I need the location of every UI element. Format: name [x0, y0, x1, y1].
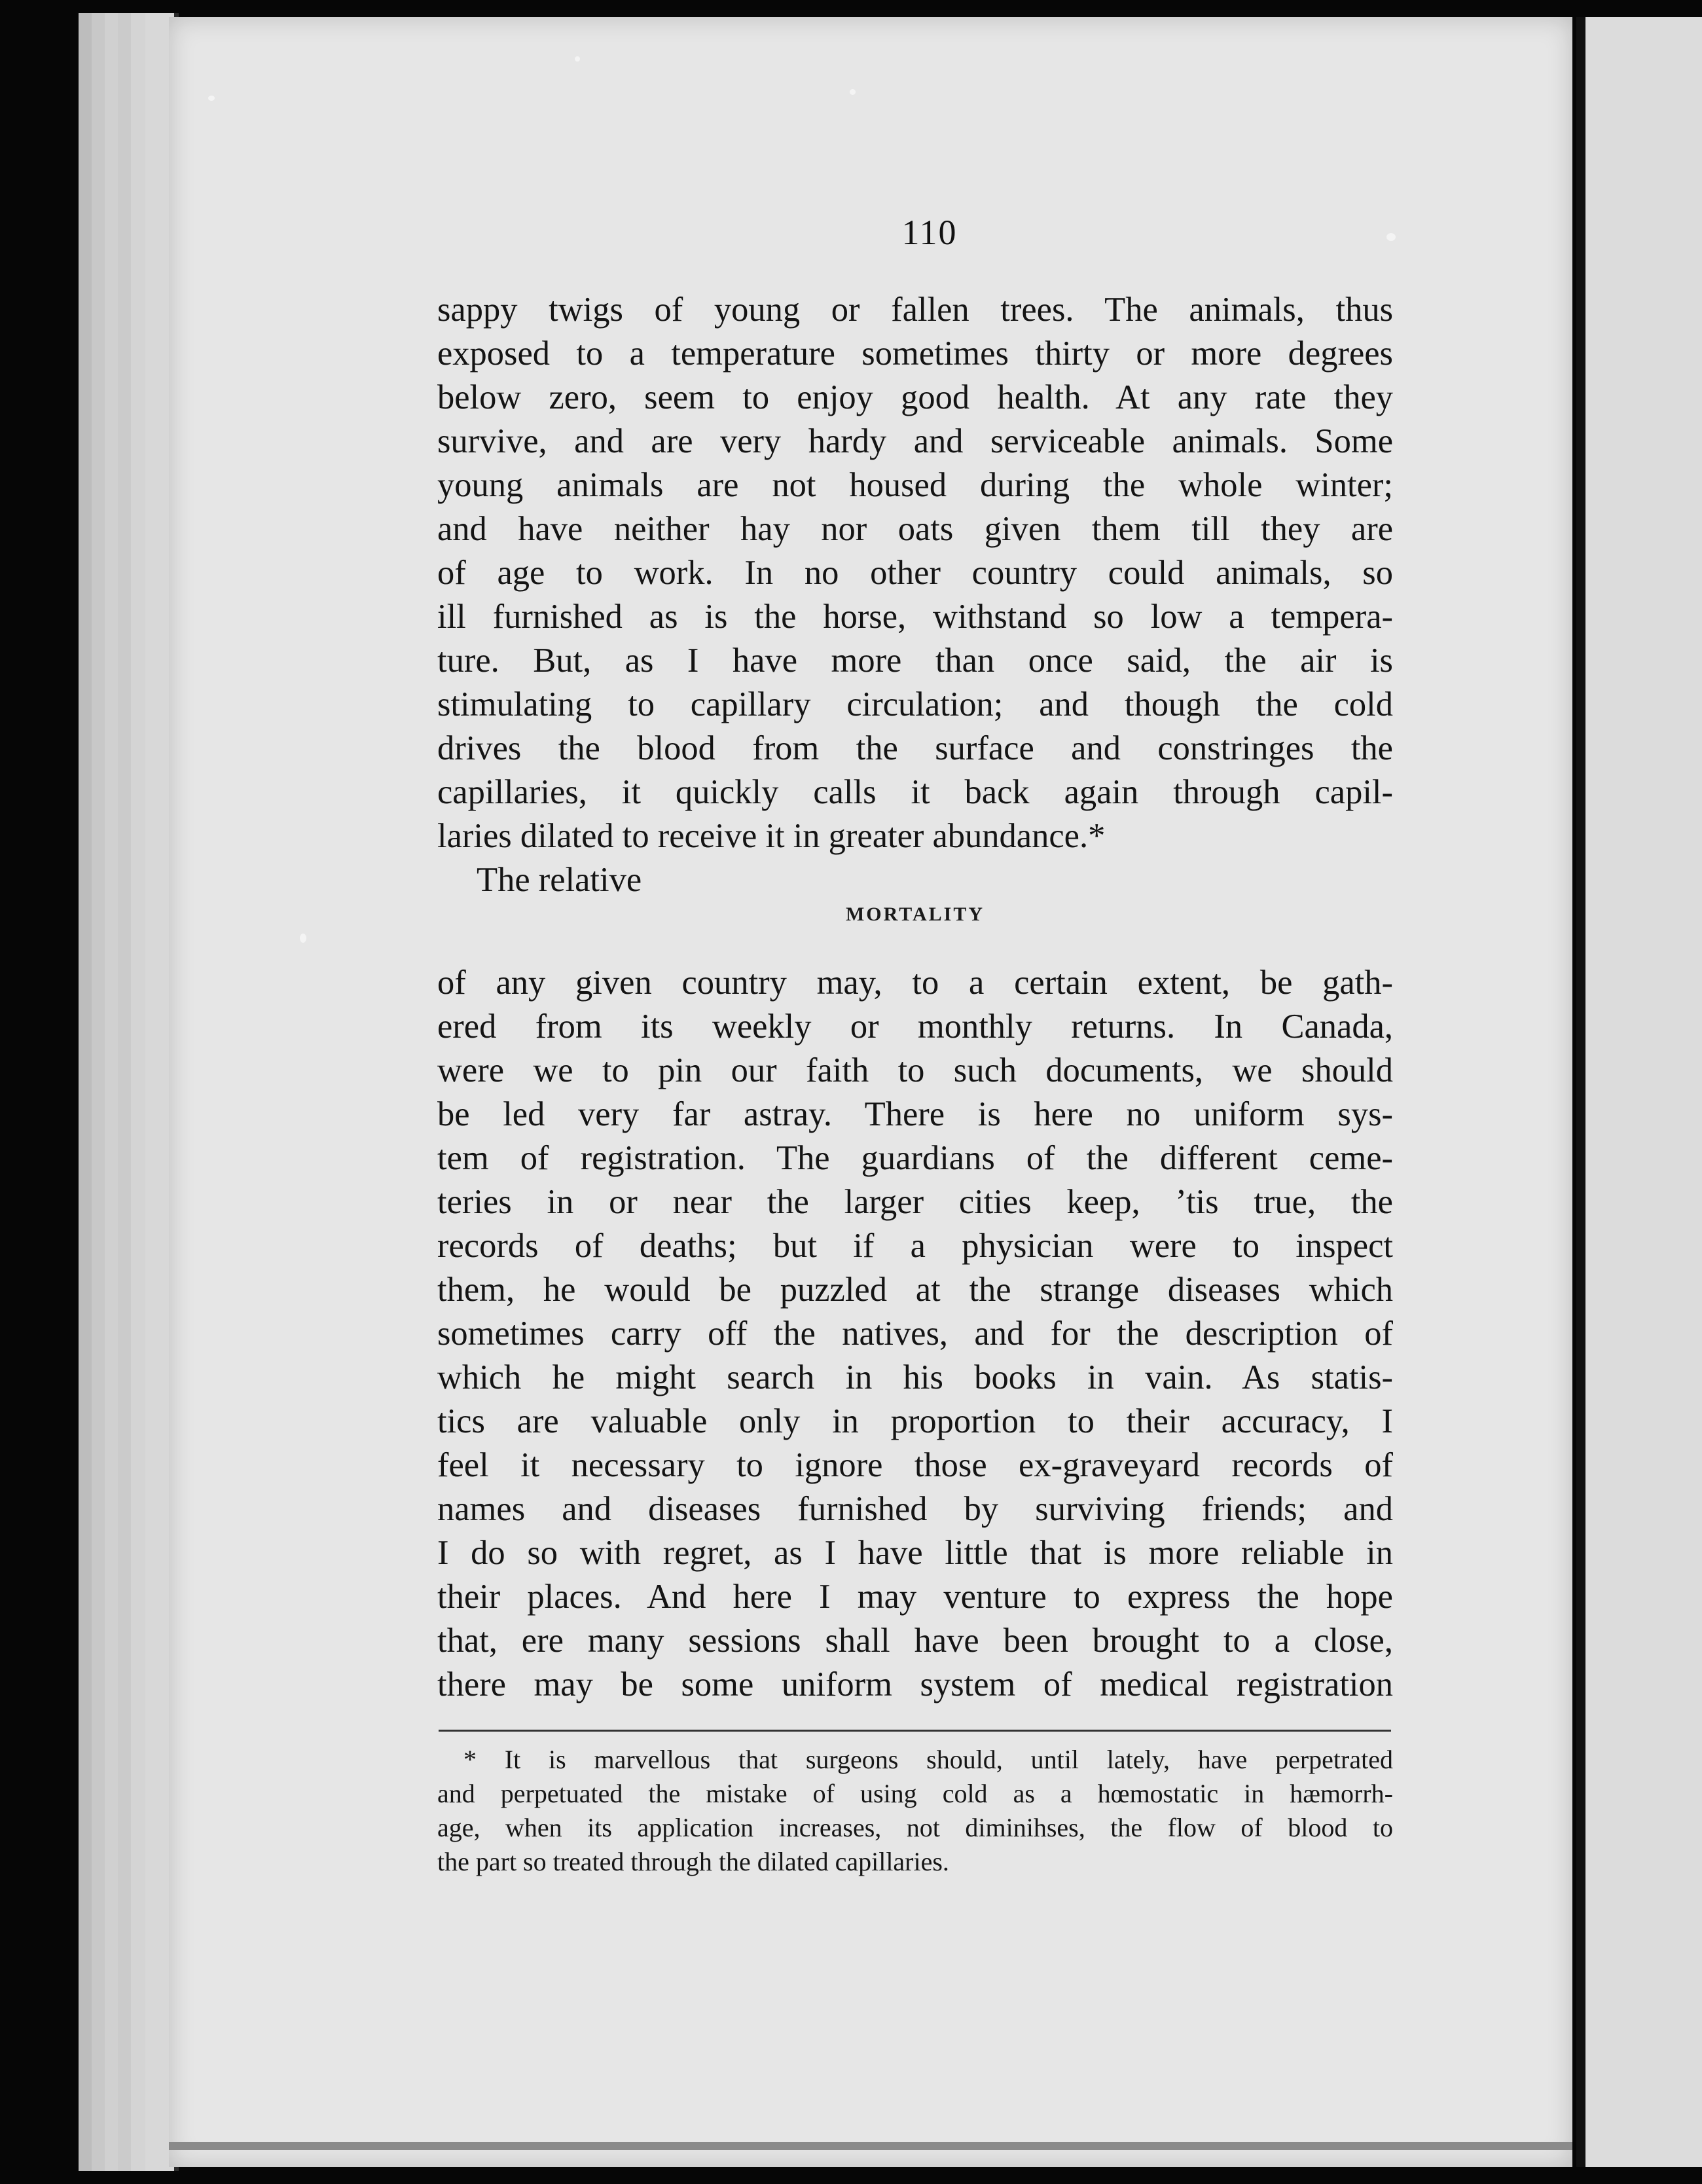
- text-line: and have neither hay nor oats given them till they are: [437, 510, 1393, 548]
- section-heading: MORTALITY: [845, 903, 985, 925]
- page-bottom-shadow: [169, 2142, 1572, 2150]
- text-line: there may be some uniform system of medical registration: [437, 1665, 1393, 1703]
- text-line: ture. But, as I have more than once said, the air is: [437, 642, 1393, 680]
- footnote-line: age, when its application increases, not diminihses, the flow of blood to: [437, 1813, 1393, 1842]
- body-text-bottom: [437, 961, 1393, 1707]
- text-line: sappy twigs of young or fallen trees. The animals, thus: [437, 291, 1393, 329]
- page-number: 110: [901, 213, 958, 252]
- footnote: [437, 1743, 1393, 1879]
- text-line: be led very far astray. There is here no uniform sys-: [437, 1095, 1393, 1133]
- scan-speck: [850, 89, 856, 95]
- body-text-top: [437, 288, 1393, 902]
- text-line: that, ere many sessions shall have been brought to a close,: [437, 1622, 1393, 1660]
- text-line: exposed to a temperature sometimes thirty or more degrees: [437, 335, 1393, 373]
- text-line: capillaries, it quickly calls it back again through capil-: [437, 773, 1393, 811]
- scan-speck: [1386, 233, 1396, 241]
- text-line: ered from its weekly or monthly returns. In Canada,: [437, 1008, 1393, 1046]
- text-line: tics are valuable only in proportion to their accuracy, I: [437, 1402, 1393, 1440]
- text-line: names and diseases furnished by surviving friends; and: [437, 1490, 1393, 1528]
- footnote-line: and perpetuated the mistake of using cold as a hœmostatic in hæmorrh-: [437, 1779, 1393, 1808]
- text-line: stimulating to capillary circulation; and though the cold: [437, 685, 1393, 723]
- text-line: which he might search in his books in vain. As statis-: [437, 1358, 1393, 1396]
- facing-page-edge: [1576, 17, 1702, 2167]
- text-line: survive, and are very hardy and serviceable animals. Some: [437, 422, 1393, 460]
- text-line: them, he would be puzzled at the strange diseases which: [437, 1271, 1393, 1309]
- text-line: feel it necessary to ignore those ex-graveyard records of: [437, 1446, 1393, 1484]
- text-line: records of deaths; but if a physician were to inspect: [437, 1227, 1393, 1265]
- scan-speck: [575, 56, 580, 62]
- scan-speck: [300, 934, 306, 943]
- text-line: below zero, seem to enjoy good health. At any rate they: [437, 378, 1393, 416]
- paragraph-start: The relative: [477, 861, 642, 899]
- text-line: sometimes carry off the natives, and for the description of: [437, 1315, 1393, 1353]
- footnote-line: * It is marvellous that surgeons should, until lately, have perpetrated: [463, 1745, 1393, 1774]
- text-line: I do so with regret, as I have little that is more reliable in: [437, 1534, 1393, 1572]
- text-line: their places. And here I may venture to express the hope: [437, 1578, 1393, 1616]
- text-line: of any given country may, to a certain extent, be gath-: [437, 964, 1393, 1002]
- text-line: laries dilated to receive it in greater abundance.*: [437, 817, 1106, 855]
- footnote-line: the part so treated through the dilated capillaries.: [437, 1847, 949, 1876]
- scan-speck: [208, 96, 215, 101]
- text-line: ill furnished as is the horse, withstand so low a tempera-: [437, 598, 1393, 636]
- text-line: tem of registration. The guardians of the different ceme-: [437, 1139, 1393, 1177]
- text-line: young animals are not housed during the whole winter;: [437, 466, 1393, 504]
- text-line: drives the blood from the surface and constringes the: [437, 729, 1393, 767]
- text-line: teries in or near the larger cities keep, ’tis true, the: [437, 1183, 1393, 1221]
- text-line: of age to work. In no other country could animals, so: [437, 554, 1393, 592]
- text-line: were we to pin our faith to such documents, we should: [437, 1051, 1393, 1089]
- footnote-rule: [439, 1730, 1391, 1732]
